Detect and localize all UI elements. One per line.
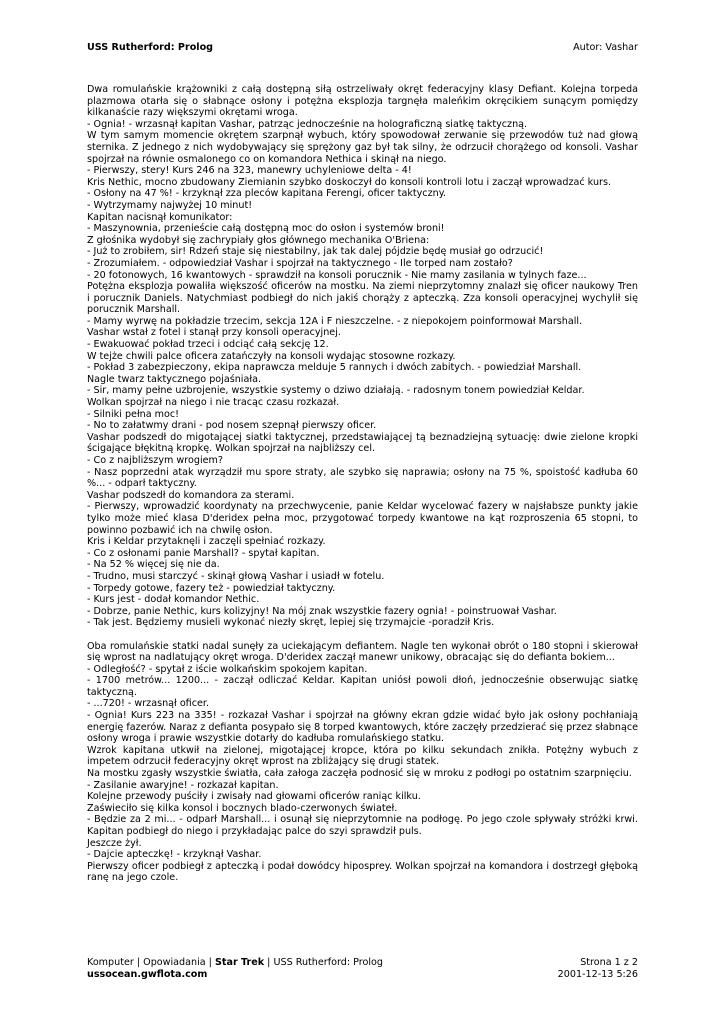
story-paragraph: - Ognia! Kurs 223 na 335! - rozkazał Vashar i spojrzał na główny ekran gdzie widać było jak osłony pochłaniają energię fazerów. Naraz z defianta posypało się 8 torped kwantowych, które zaczęły przedzierać się przez słabnące osłony wroga i prawie wszystkie dotarły do kadłuba romulańskiego statku.	[87, 710, 638, 745]
footer-breadcrumb	[87, 957, 383, 969]
page-footer	[87, 957, 638, 981]
story-paragraph: W tejże chwili palce oficera zatańczyły na konsoli wydając stosowne rozkazy.	[87, 350, 456, 362]
breadcrumb-category: Star Trek	[214, 957, 265, 968]
story-paragraph: Kolejne przewody puściły i zwisały nad głowami oficerów raniąc kilku.	[87, 791, 421, 803]
story-paragraph: Na mostku zgasły wszystkie światła, cała załoga zaczęła podnosić się w mroku z podłogi po ostatnim szarpnięciu.	[87, 768, 632, 780]
story-paragraph: - ...720! - wrzasnął oficer.	[87, 698, 210, 710]
story-paragraph: - Kurs jest - dodał komandor Nethic.	[87, 594, 260, 606]
story-paragraph: - Zasilanie awaryjne! - rozkazał kapitan.	[87, 779, 279, 791]
section-gap	[87, 629, 638, 641]
story-paragraph: Dwa romulańskie krążowniki z całą dostępną siłą ostrzeliwały okręt federacyjny klasy Defiant. Kolejna torpeda plazmowa otarła się o słabnące osłony i potężna eksplozja targnęła maleńkim okręcikiem sunącym pomiędzy kilkanaście razy większymi okrętami wroga.	[87, 84, 638, 119]
story-paragraph: - Pierwszy, stery! Kurs 246 na 323, manewry uchyleniowe delta - 4!	[87, 165, 412, 177]
breadcrumb-prefix: Komputer | Opowiadania |	[87, 957, 215, 968]
story-paragraph: Kris Nethic, mocno zbudowany Ziemianin szybko doskoczył do konsoli kontroli lotu i zaczął wprowadzać kurs.	[87, 176, 612, 188]
author-label: Autor: Vashar	[573, 42, 638, 53]
story-paragraph: Oba romulańskie statki nadal sunęły za uciekającym defiantem. Nagle ten wykonał obrót o 180 stopni i skierował się wprost na nadlatujący okręt wroga. D'deridex zaczął manewr unikowy, obracając się do defianta bokiem...	[87, 640, 638, 664]
story-paragraph: - Sir, mamy pełne uzbrojenie, wszystkie systemy o dziwo działają. - radosnym tonem powiedział Keldar.	[87, 385, 585, 397]
story-paragraph: - Silniki pełna moc!	[87, 408, 180, 420]
breadcrumb-suffix: | USS Rutherford: Prolog	[264, 957, 383, 968]
story-paragraph: - No to załatwmy drani - pod nosem szepnął pierwszy oficer.	[87, 420, 377, 432]
story-paragraph: - Dobrze, panie Nethic, kurs kolizyjny! Na mój znak wszystkie fazery ognia! - poinstruował Vashar.	[87, 605, 557, 617]
story-paragraph: Vashar wstał z fotel i stanął przy konsoli operacyjnej.	[87, 327, 341, 339]
story-paragraph: - Tak jest. Będziemy musieli wykonać niezły skręt, lepiej się trzymajcie -poradził Kris.	[87, 617, 495, 629]
story-paragraph: Potężna eksplozja powaliła większość oficerów na mostku. Na ziemi nieprzytomny znalazł się oficer naukowy Tren i porucznik Daniels. Natychmiast podbiegł do nich jakiś chorąży z apteczką. Zza konsoli operacyjnej wychylił się porucznik Marshall.	[87, 281, 638, 316]
story-paragraph: Wzrok kapitana utkwił na zielonej, migotającej kropce, która po kilku sekundach znikła. Potężny wybuch z impetem odrzucił federacyjny okręt wprost na zbliżający się drugi statek.	[87, 744, 638, 768]
print-date: 2001-12-13 5:26	[557, 969, 638, 980]
story-paragraph: - Pierwszy, wprowadzić koordynaty na przechwycenie, panie Keldar wycelować fazery w najsłabsze punkty jakie tylko może mieć klasa D'deridex pełna moc, przygotować torpedy kwantowe na kąt rozproszenia 65 stopni, to powinno pozbawić ich na chwilę osłon.	[87, 501, 638, 536]
story-paragraph: - Co z osłonami panie Marshall? - spytał kapitan.	[87, 547, 320, 559]
story-paragraph: - Mamy wyrwę na pokładzie trzecim, sekcja 12A i F nieszczelne. - z niepokojem poinformował Marshall.	[87, 315, 583, 327]
story-paragraph: - Będzie za 2 mi... - odparł Marshall... i osunął się nieprzytomnie na podłogę. Po jego czole spływały stróżki krwi. Kapitan podbiegł do niego i przykładając palce do szyi sprawdził puls.	[87, 814, 638, 837]
story-paragraph: - Na 52 % więcej się nie da.	[87, 559, 220, 571]
story-paragraph: W tym samym momencie okrętem szarpnął wybuch, który spowodował zerwanie się przewodów tuż nad głową sternika. Z jednego z nich wydobywający się sprężony gaz był tak silny, że odrzucił chorążego od konsoli. Vashar spojrzał na równie osmalonego co on komandora Nethica i skinął na niego.	[87, 130, 638, 165]
story-paragraph: - Pokład 3 zabezpieczony, ekipa naprawcza melduje 5 rannych i dwóch zabitych. - powiedział Marshall.	[87, 362, 582, 374]
story-paragraph: Z głośnika wydobył się zachrypiały głos głównego mechanika O'Briena:	[87, 234, 430, 246]
story-paragraph: - Trudno, musi starczyć - skinął głową Vashar i usiadł w fotelu.	[87, 570, 385, 582]
story-paragraph: - Maszynownia, przenieście całą dostępną moc do osłon i systemów broni!	[87, 223, 445, 235]
story-paragraph: - Torpedy gotowe, fazery też - powiedział taktyczny.	[87, 582, 336, 594]
story-paragraph: - Ewakuować pokład trzeci i odciąć całą sekcję 12.	[87, 339, 329, 351]
story-paragraph: Vashar podszedł do migotającej siatki taktycznej, przedstawiającej tą beznadziejną sytuację: dwie zielone kropki ścigające błękitną kropkę. Wolkan spojrzał na najbliższy cel.	[87, 431, 638, 455]
story-paragraph: - Co z najbliższym wrogiem?	[87, 455, 223, 466]
story-paragraph: - Odległość? - spytał z iście wolkańskim spokojem kapitan.	[87, 663, 368, 675]
story-paragraph: Kris i Keldar przytaknęli i zaczęli spełniać rozkazy.	[87, 536, 326, 548]
story-paragraph: - Osłony na 47 %! - krzyknął zza pleców kapitana Ferengi, oficer taktyczny.	[87, 188, 447, 200]
story-paragraph: Pierwszy oficer podbiegł z apteczką i podał dowódcy hiposprey. Wolkan spojrzał na komandora i dostrzegł głęboką ranę na jego czole.	[87, 860, 638, 884]
page-header	[87, 42, 638, 54]
story-paragraph: Zaświeciło się kilka konsol i bocznych blado-czerwonych świateł.	[87, 802, 398, 814]
story-paragraph: Nagle twarz taktycznego pojaśniała.	[87, 373, 261, 385]
site-url: ussocean.gwflota.com	[87, 969, 208, 980]
story-body	[87, 84, 638, 884]
story-paragraph: - Wytrzymamy najwyżej 10 minut!	[87, 199, 253, 211]
story-paragraph: - Zrozumiałem. - odpowiedział Vashar i spojrzał na taktycznego - Ile torped nam zostało?	[87, 257, 513, 269]
story-paragraph: - Nasz poprzedni atak wyrządził mu spore straty, ale szybko się naprawia; osłony na 75 %, spoistość kadłuba 60 %... - odparł taktyczny.	[87, 466, 638, 490]
story-paragraph: - 20 fotonowych, 16 kwantowych - sprawdził na konsoli porucznik - Nie mamy zasilania w tylnych faze...	[87, 269, 587, 281]
story-paragraph: - Dajcie apteczkę! - krzyknął Vashar.	[87, 849, 262, 861]
story-paragraph: Jeszcze żył.	[87, 837, 142, 849]
story-paragraph: - 1700 metrów... 1200... - zaczął odliczać Keldar. Kapitan uniósł powoli dłoń, jednocześnie obserwując siatkę taktyczną.	[87, 675, 638, 698]
document-title: USS Rutherford: Prolog	[87, 42, 214, 53]
story-paragraph: Vashar podszedł do komandora za sterami.	[87, 489, 295, 501]
story-paragraph: - Już to zrobiłem, sir! Rdzeń staje się niestabilny, jak tak dalej pójdzie będę musiał go odrzucić!	[87, 246, 544, 258]
page-number: Strona 1 z 2	[580, 957, 638, 968]
story-paragraph: Kapitan nacisnął komunikator:	[87, 211, 233, 223]
story-paragraph: - Ognia! - wrzasnął kapitan Vashar, patrząc jednocześnie na holograficzną siatkę taktyczną.	[87, 118, 528, 130]
story-paragraph: Wolkan spojrzał na niego i nie tracąc czasu rozkazał.	[87, 397, 340, 409]
